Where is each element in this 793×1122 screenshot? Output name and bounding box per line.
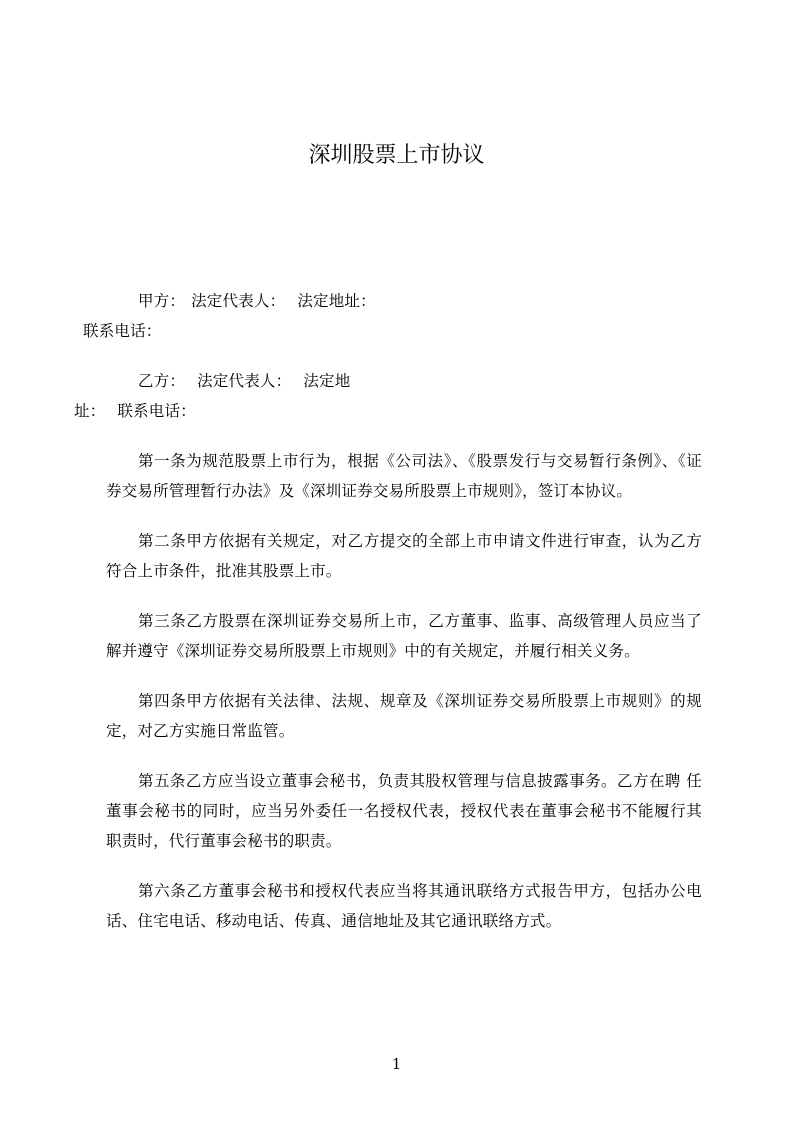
party-b-phone-label: 联系电话： bbox=[117, 402, 196, 420]
document-title: 深圳股票上市协议 bbox=[308, 143, 485, 168]
article-3 bbox=[106, 606, 702, 666]
party-b-rep-label: 法定代表人： bbox=[197, 372, 292, 390]
article-2 bbox=[106, 526, 702, 586]
party-a-rep-label: 法定代表人： bbox=[191, 292, 286, 310]
article-number: 第六条 bbox=[138, 882, 187, 900]
party-a-addr-label: 法定地址： bbox=[297, 292, 376, 310]
party-a-label: 甲方： bbox=[138, 292, 186, 310]
page-number: 1 bbox=[391, 1055, 402, 1073]
party-b-addr-label-1: 法定地 bbox=[303, 372, 351, 390]
article-5 bbox=[106, 766, 702, 856]
article-number: 第一条 bbox=[138, 452, 187, 470]
article-1 bbox=[106, 446, 702, 506]
article-number: 第三条 bbox=[138, 612, 187, 630]
article-number: 第四条 bbox=[138, 692, 187, 710]
party-b-addr-label-2: 址： bbox=[74, 402, 106, 420]
article-text: 乙方股票在深圳证券交易所上市，乙方董事、监事、高级管理人员应当了解并遵守《深圳证券交易所股票上市规则》中的有关规定，并履行相关义务。 bbox=[106, 612, 702, 660]
party-b-label: 乙方： bbox=[138, 372, 186, 390]
article-text: 乙方应当设立董事会秘书，负责其股权管理与信息披露事务。乙方在聘 任董事会秘书的同时，应当另外委任一名授权代表，授权代表在董事会秘书不能履行其职责时，代行董事会秘书的职责。 bbox=[106, 772, 702, 850]
article-6 bbox=[106, 876, 702, 936]
party-a-phone-label: 联系电话： bbox=[83, 322, 162, 340]
article-text: 甲方依据有关法律、法规、规章及《深圳证券交易所股票上市规则》的规定，对乙方实施日常监管。 bbox=[106, 692, 702, 740]
article-text: 为规范股票上市行为，根据《公司法》、《股票发行与交易暂行条例》、《证券交易所管理暂行办法》及《深圳证券交易所股票上市规则》，签订本协议。 bbox=[106, 452, 702, 500]
article-number: 第二条 bbox=[138, 532, 187, 550]
party-b-block bbox=[74, 366, 702, 426]
article-text: 乙方董事会秘书和授权代表应当将其通讯联络方式报告甲方，包括办公电话、住宅电话、移动电话、传真、通信地址及其它通讯联络方式。 bbox=[106, 882, 702, 930]
article-text: 甲方依据有关规定，对乙方提交的全部上市申请文件进行审查，认为乙方符合上市条件，批准其股票上市。 bbox=[106, 532, 702, 580]
article-number: 第五条 bbox=[138, 772, 186, 790]
article-4 bbox=[106, 686, 702, 746]
party-a-block bbox=[83, 286, 702, 346]
